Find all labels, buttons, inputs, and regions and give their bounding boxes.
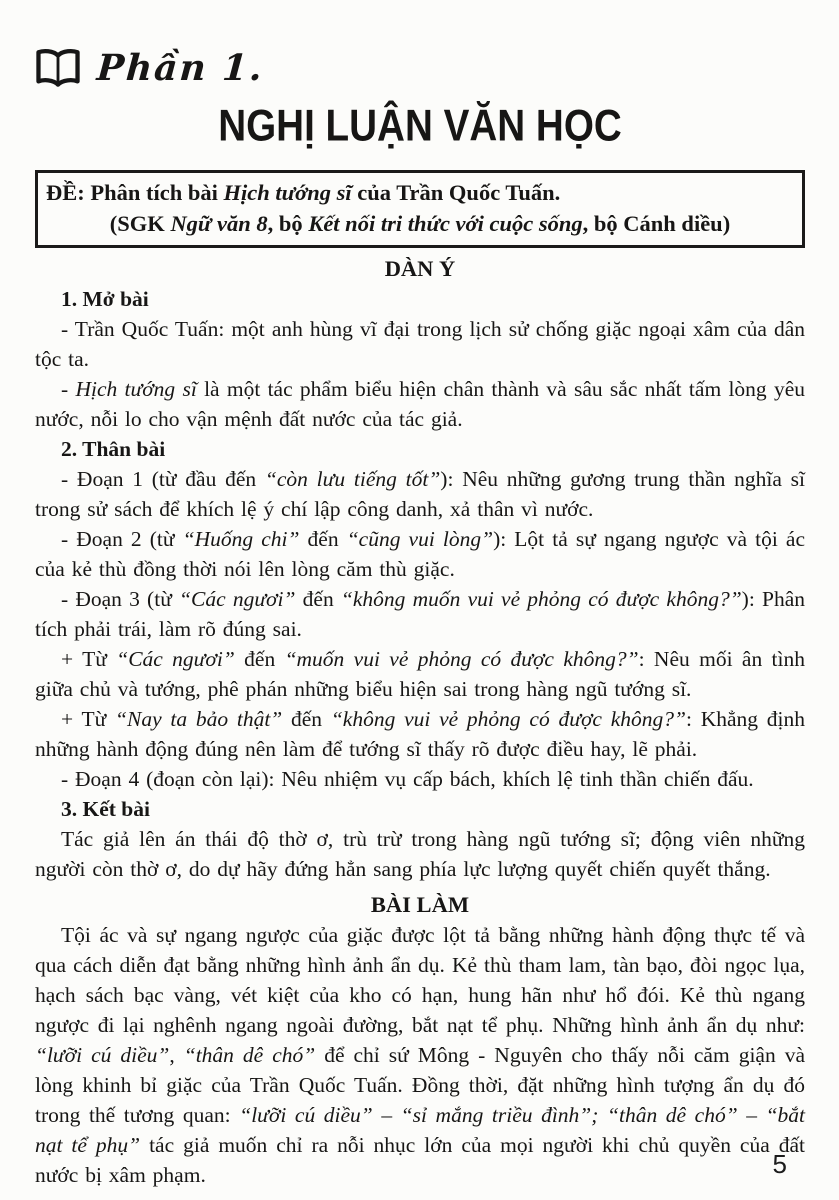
outline-subheading-mo-bai: 1. Mở bài bbox=[61, 287, 149, 311]
part-header bbox=[35, 44, 805, 92]
page-title: NGHỊ LUẬN VĂN HỌC bbox=[218, 100, 622, 150]
outline-point: - Trần Quốc Tuấn: một anh hùng vĩ đại trong lịch sử chống giặc ngoại xâm của dân tộc ta. bbox=[35, 317, 805, 371]
essay-paragraph: Tội ác và sự ngang ngược của giặc được lột tả bằng những hành động thực tế và qua cách diễn đạt bằng những hình ảnh ẩn dụ. Kẻ thù tham lam, tàn bạo, đòi ngọc lụa, hạch sách bạc vàng, vét kiệt của kho có hạn, hung hãn như hổ đói. Kẻ thù ngang ngược đi lại nghênh ngang ngoài đường, bắt nạt tể phụ. Những hình ảnh ẩn dụ như: “lưỡi cú diều”, “thân dê chó” để chỉ sứ Mông - Nguyên cho thấy nỗi căm giận và lòng khinh bỉ giặc của Trần Quốc Tuấn. Đồng thời, đặt những hình tượng ẩn dụ đó trong thế tương quan: “lưỡi cú diều” – “sỉ mắng triều đình”; “thân dê chó” – “bắt nạt tể phụ” tác giả muốn chỉ ra nỗi nhục lớn của mọi người khi chủ quyền của đất nước bị xâm phạm. bbox=[35, 923, 805, 1187]
prompt-source-line: (SGK Ngữ văn 8, bộ Kết nối tri thức với cuộc sống, bộ Cánh diều) bbox=[109, 211, 731, 236]
outline-point: Tác giả lên án thái độ thờ ơ, trù trừ trong hàng ngũ tướng sĩ; động viên những người còn thờ ơ, do dự hãy đứng hẳn sang phía lực lượng quyết chiến quyết thắng. bbox=[35, 827, 805, 881]
outline-point: - Hịch tướng sĩ là một tác phẩm biểu hiện chân thành và sâu sắc nhất tấm lòng yêu nước, nỗi lo cho vận mệnh đất nước của tác giả. bbox=[35, 377, 805, 431]
part-label: Phần 1. bbox=[95, 47, 266, 89]
outline-point: + Từ “Nay ta bảo thật” đến “không vui vẻ phỏng có được không?”: Khẳng định những hành động đúng nên làm để tướng sĩ thấy rõ được điều hay, lẽ phải. bbox=[35, 707, 805, 761]
outline-point: - Đoạn 4 (đoạn còn lại): Nêu nhiệm vụ cấp bách, khích lệ tinh thần chiến đấu. bbox=[61, 767, 754, 791]
outline-section bbox=[35, 284, 805, 884]
outline-point: - Đoạn 2 (từ “Huống chi” đến “cũng vui lòng”): Lột tả sự ngang ngược và tội ác của kẻ thù đồng thời nói lên lòng căm thù giặc. bbox=[35, 527, 806, 581]
outline-heading: DÀN Ý bbox=[384, 256, 456, 281]
essay-heading: BÀI LÀM bbox=[370, 892, 470, 917]
outline-point: - Đoạn 1 (từ đầu đến “còn lưu tiếng tốt”): Nêu những gương trung thần nghĩa sĩ trong sử sách để khích lệ ý chí lập công danh, xả thân vì nước. bbox=[35, 467, 805, 521]
outline-point: - Đoạn 3 (từ “Các ngươi” đến “không muốn vui vẻ phỏng có được không?”): Phân tích phải trái, làm rõ đúng sai. bbox=[35, 587, 805, 641]
essay-prompt-box bbox=[35, 170, 805, 248]
outline-subheading-than-bai: 2. Thân bài bbox=[61, 437, 166, 461]
outline-point: + Từ “Các ngươi” đến “muốn vui vẻ phỏng có được không?”: Nêu mối ân tình giữa chủ và tướng, phê phán những biểu hiện sai trong hàng ngũ tướng sĩ. bbox=[35, 647, 805, 701]
essay-section bbox=[35, 920, 805, 1190]
page-number: 5 bbox=[772, 1149, 787, 1179]
open-book-icon bbox=[35, 48, 81, 88]
outline-subheading-ket-bai: 3. Kết bài bbox=[61, 797, 150, 821]
prompt-topic-line: ĐỀ: Phân tích bài Hịch tướng sĩ của Trần Quốc Tuấn. bbox=[46, 180, 561, 205]
